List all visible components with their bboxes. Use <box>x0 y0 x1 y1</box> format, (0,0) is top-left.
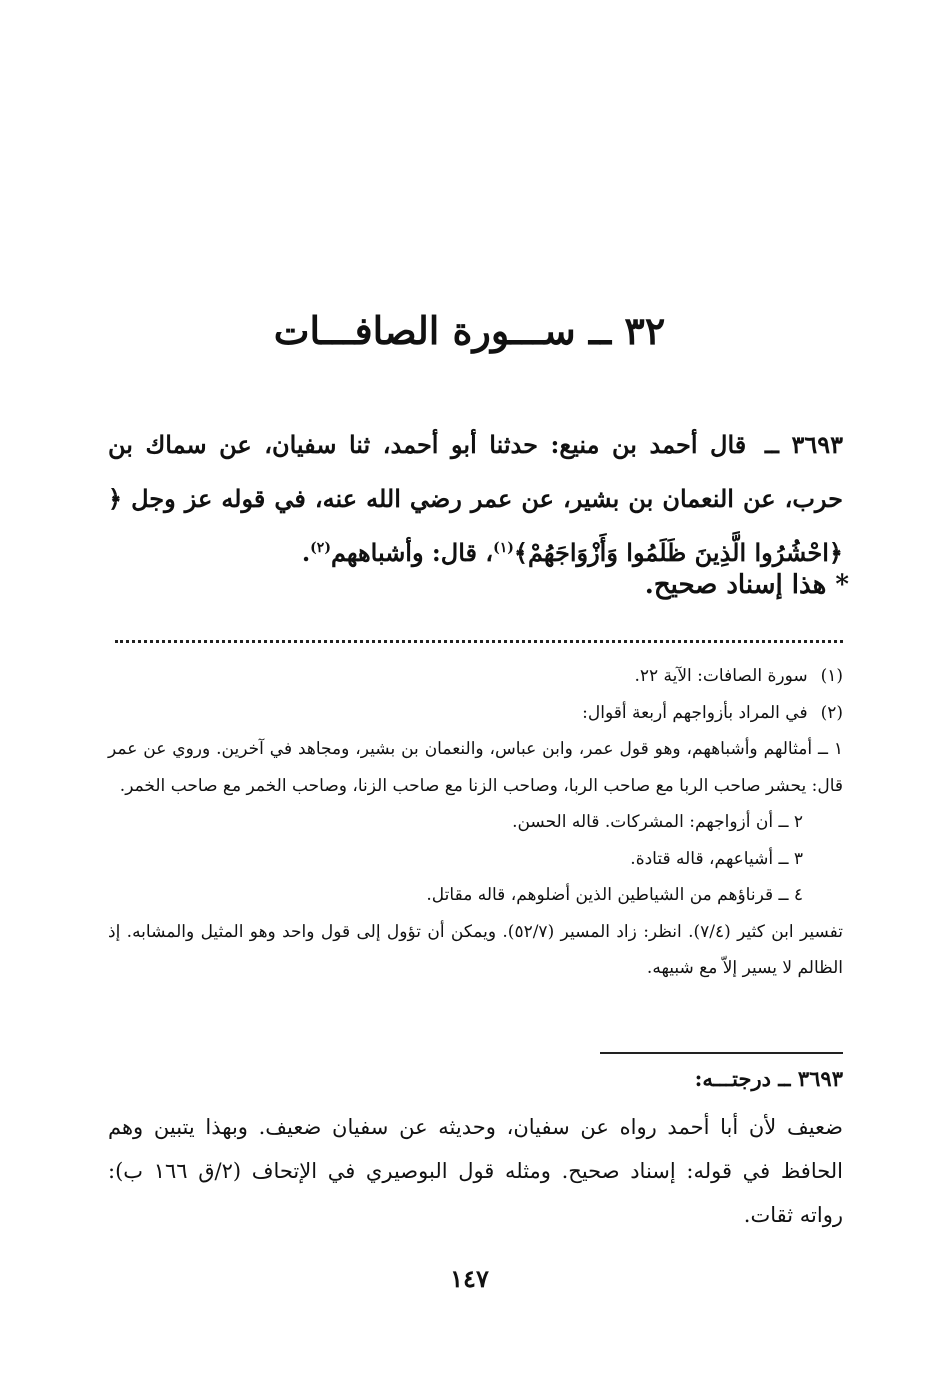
page-number: ١٤٧ <box>450 1264 489 1293</box>
degree-text: ضعيف لأن أبا أحمد رواه عن سفيان، وحديثه عن سفيان ضعيف. وبهذا يتبين وهم الحافظ في قوله: إسناد صحيح. ومثله قول البوصيري في الإتحاف (٢/ق ١٦٦ ب): رواته ثقات. <box>108 1115 844 1227</box>
chapter-title: ٣٢ ــ ســـورة الصافـــات <box>273 308 666 353</box>
hadith-text <box>108 418 843 580</box>
footnote-item: ١ ــ أمثالهم وأشباههم، وهو قول عمر، وابن عباس، والنعمان بن بشير، ومجاهد في آخرين. وروي عن عمر قال: يحشر صاحب الربا مع صاحب الربا، وصاحب الزنا مع صاحب الزنا، وصاحب الخمر مع صاحب الخمر. <box>108 739 843 796</box>
footnote-1-mark: (١) <box>820 666 843 686</box>
section-rule <box>600 1052 843 1054</box>
footnote-2-text: في المراد بأزواجهم أربعة أقوال: <box>582 702 808 723</box>
footnote-item: ٣ ــ أشياعهم، قاله قتادة. <box>630 848 803 869</box>
quran-verse: ﴿ ﴿احْشُرُوا الَّذِينَ ظَلَمُوا وَأَزْوَاجَهُمْ﴾ <box>108 484 843 567</box>
footnote-item: ٤ ــ قرناؤهم من الشياطين الذين أضلوهم، قاله مقاتل. <box>426 885 803 905</box>
footnote-2-mark: (٢) <box>820 702 843 723</box>
footnote-ref-2: (٢) <box>310 540 331 556</box>
isnad-grade: * هذا إسناد صحيح. <box>644 570 849 600</box>
footnote-1 <box>108 658 843 695</box>
footnote-ref-1: (١) <box>493 540 514 556</box>
hadith-end: . <box>301 538 311 567</box>
footnote-separator <box>115 640 843 643</box>
footnotes <box>108 658 843 987</box>
hadith-text-before: قال أحمد بن منيع: حدثنا أبو أحمد، ثنا سفيان، عن سماك بن حرب، عن النعمان بن بشير، عن عمر رضي الله عنه، في قوله عز وجل <box>108 430 843 513</box>
footnote-1-text: سورة الصافات: الآية ٢٢. <box>634 666 808 686</box>
hadith-number: ٣٦٩٣ ــ <box>764 430 843 459</box>
footnote-2 <box>108 695 843 732</box>
hadith-text-after: ، قال: وأشباههم <box>330 538 494 567</box>
footnote-closing: تفسير ابن كثير (٧/٤). انظر: زاد المسير (٥٢/٧). ويمكن أن تؤول إلى قول واحد وهو المثيل والمشابه. إذ الظالم لا يسير إلاّ مع شبيهه. <box>108 921 843 978</box>
degree-heading: ٣٦٩٣ ــ درجتـــه: <box>694 1066 843 1091</box>
footnote-item: ٢ ــ أن أزواجهم: المشركات. قاله الحسن. <box>512 812 803 832</box>
